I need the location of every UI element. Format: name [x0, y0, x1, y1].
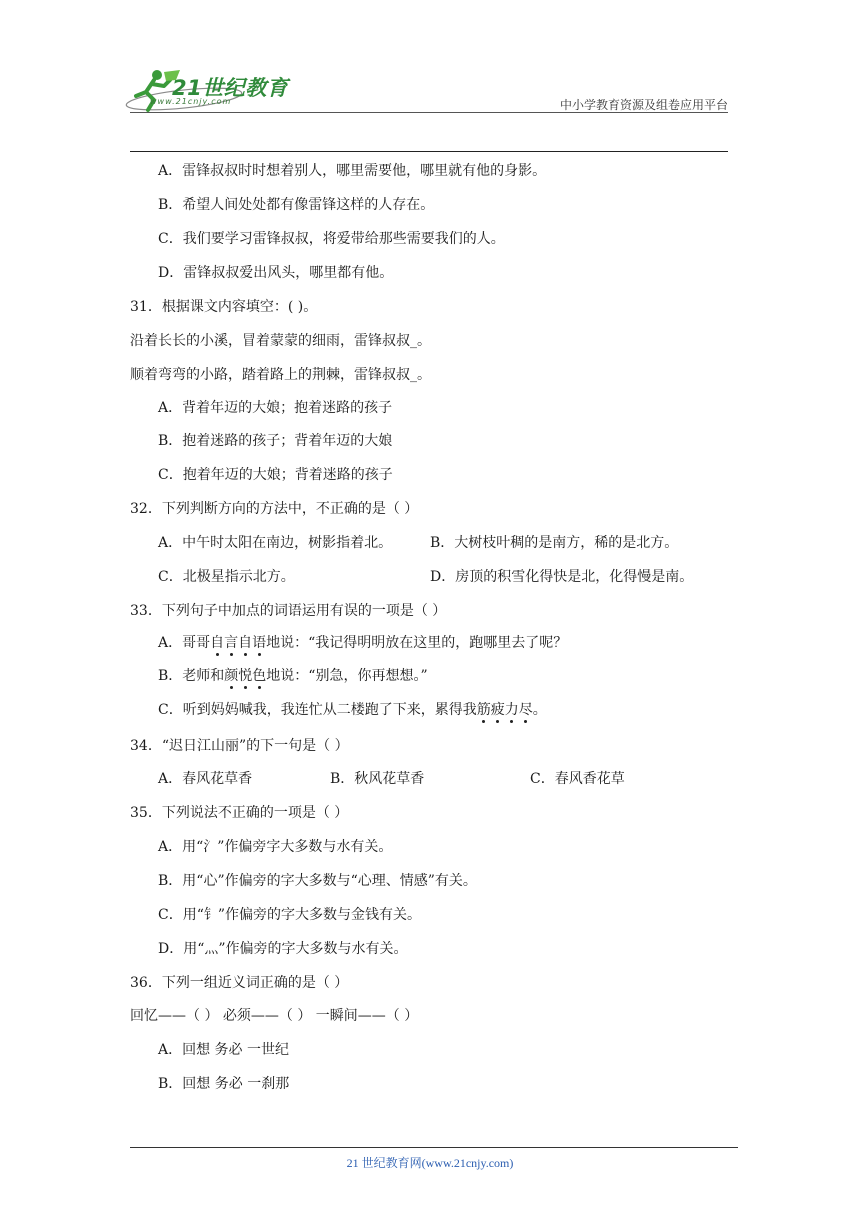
option-text: 地说：“别急，你再想想。” [266, 668, 428, 684]
dotted-word [210, 635, 266, 651]
footer-divider [130, 1147, 738, 1148]
logo-text: 21世纪教育 [172, 76, 289, 100]
option-line: C．用“钅”作偏旁的字大多数与金钱有关。 [158, 907, 422, 923]
option-line: A．春风花草香 [158, 771, 253, 787]
logo-url: www.21cnjy.com [150, 97, 232, 106]
emphasis-char: 悦 [238, 668, 253, 684]
platform-title: 中小学教育资源及组卷应用平台 [559, 98, 728, 112]
emphasis-char: 颜 [224, 668, 239, 684]
option-text: 。 [532, 702, 547, 718]
content-top-rule [130, 151, 728, 152]
question-36: 36．下列一组近义词正确的是（ ） [130, 975, 349, 991]
option-line: B．希望人间处处都有像雷锋这样的人存在。 [158, 197, 435, 213]
option-line: B．用“心”作偏旁的字大多数与“心理、情感”有关。 [158, 873, 477, 889]
option-line [158, 701, 547, 719]
option-line: A．背着年迈的大娘；抱着迷路的孩子 [158, 400, 393, 416]
option-line: A．回想 务必 一世纪 [158, 1042, 290, 1058]
option-line: C．我们要学习雷锋叔叔，将爱带给那些需要我们的人。 [158, 231, 505, 247]
option-line: A．中午时太阳在南边，树影指着北。 [158, 535, 393, 551]
option-text: B．老师和 [158, 668, 225, 684]
emphasis-char: 色 [252, 668, 267, 684]
option-line: C．春风香花草 [530, 771, 625, 787]
emphasis-char: 语 [252, 635, 267, 651]
option-text: A．哥哥 [158, 635, 211, 651]
option-line [158, 667, 428, 685]
emphasis-char: 自 [210, 635, 225, 651]
emphasis-char: 尽 [518, 702, 533, 718]
question-32: 32．下列判断方向的方法中，不正确的是（ ） [130, 501, 419, 517]
option-line: D．用“灬”作偏旁的字大多数与水有关。 [158, 941, 408, 957]
option-line: B．秋风花草香 [330, 771, 425, 787]
option-text: 地说：“我记得明明放在这里的，跑哪里去了呢？ [266, 635, 568, 651]
emphasis-char: 力 [504, 702, 519, 718]
footer-text: 21 世纪教育网(www.21cnjy.com) [346, 1156, 514, 1170]
option-line [158, 634, 567, 652]
dotted-word [224, 668, 266, 684]
option-line: A．雷锋叔叔时时想着别人，哪里需要他，哪里就有他的身影。 [158, 163, 547, 179]
emphasis-char: 自 [238, 635, 253, 651]
question-34: 34．“迟日江山丽”的下一句是（ ） [130, 738, 349, 754]
emphasis-char: 筋 [476, 702, 491, 718]
header-divider [130, 112, 728, 113]
emphasis-char: 言 [224, 635, 239, 651]
option-line: D．房顶的积雪化得快是北，化得慢是南。 [430, 569, 694, 585]
option-text: C．听到妈妈喊我，我连忙从二楼跑了下来，累得我 [158, 702, 477, 718]
question-33: 33．下列句子中加点的词语运用有误的一项是（ ） [130, 603, 447, 619]
question-31: 31．根据课文内容填空：( )。 [130, 299, 318, 315]
option-line: A．用“氵”作偏旁字大多数与水有关。 [158, 839, 393, 855]
question-text: 回忆——（ ） 必须——（ ） 一瞬间——（ ） [130, 1008, 419, 1024]
question-text: 沿着长长的小溪，冒着蒙蒙的细雨，雷锋叔叔_。 [130, 333, 431, 349]
question-text: 顺着弯弯的小路，踏着路上的荆棘，雷锋叔叔_。 [130, 367, 431, 383]
dotted-word [477, 702, 533, 718]
option-line: B．抱着迷路的孩子；背着年迈的大娘 [158, 433, 393, 449]
option-line: B．大树枝叶稠的是南方，稀的是北方。 [430, 535, 679, 551]
question-35: 35．下列说法不正确的一项是（ ） [130, 805, 349, 821]
option-line: D．雷锋叔叔爱出风头，哪里都有他。 [158, 265, 394, 281]
option-line: B．回想 务必 一刹那 [158, 1076, 290, 1092]
option-line: C．抱着年迈的大娘；背着迷路的孩子 [158, 467, 393, 483]
page-header [0, 0, 860, 120]
option-line: C．北极星指示北方。 [158, 569, 295, 585]
emphasis-char: 疲 [490, 702, 505, 718]
